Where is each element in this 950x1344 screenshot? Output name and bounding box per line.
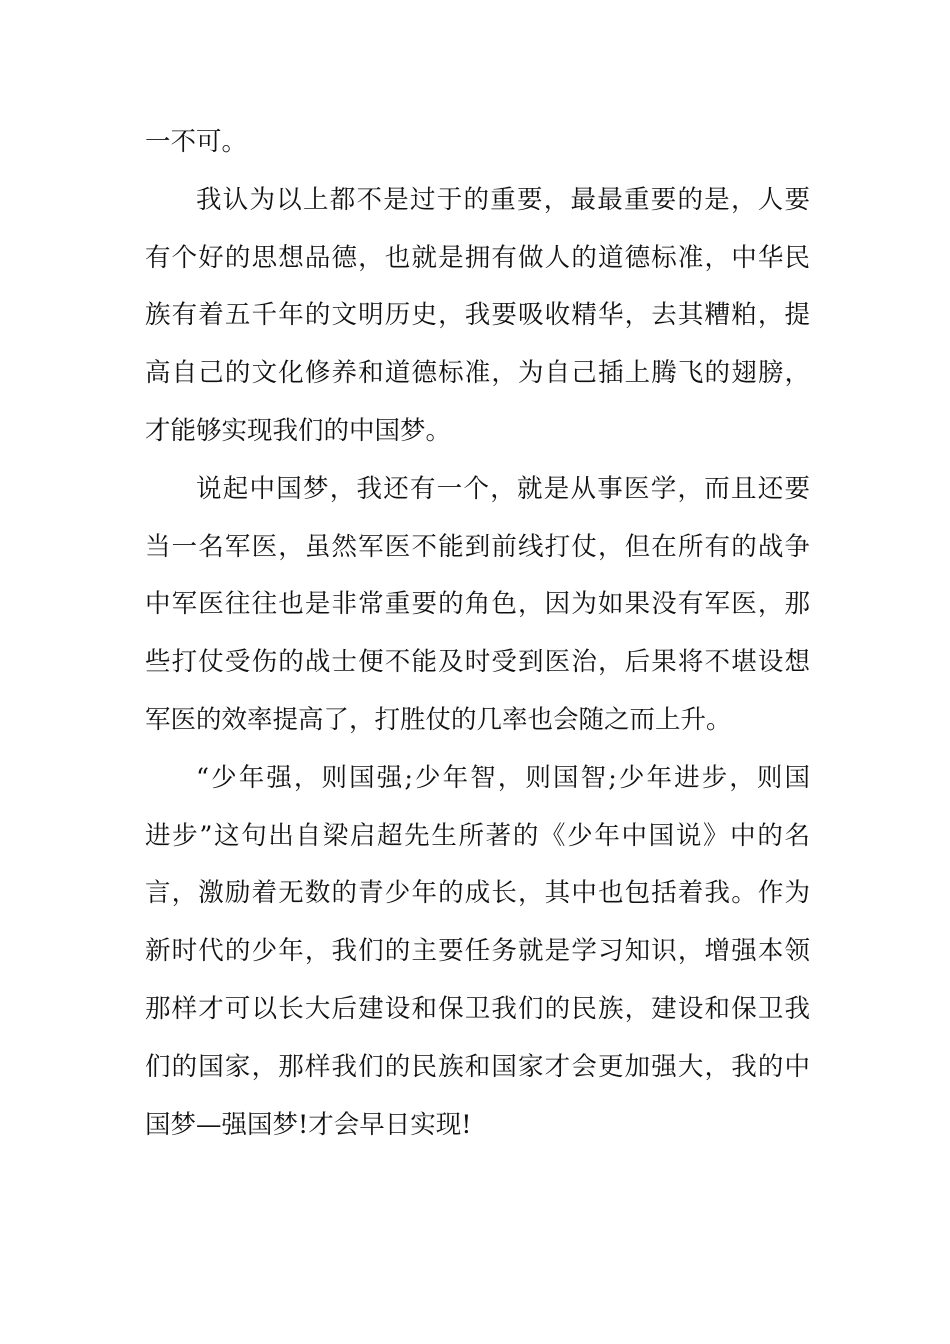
paragraph-1	[145, 114, 810, 172]
text-line: 国梦—强国梦!才会早日实现!	[145, 1109, 472, 1140]
paragraph-4	[145, 750, 810, 1155]
text-line: 我认为以上都不是过于的重要，最最重要的是，人要	[196, 184, 810, 215]
paragraph-2	[145, 172, 810, 461]
text-line: 新时代的少年，我们的主要任务就是学习知识，增强本领	[145, 936, 810, 967]
text-line: 当一名军医，虽然军医不能到前线打仗，但在所有的战争	[145, 531, 810, 562]
text-line: 那样才可以长大后建设和保卫我们的民族，建设和保卫我	[145, 993, 810, 1024]
text-line: 进步”这句出自梁启超先生所著的《少年中国说》中的名	[145, 820, 810, 851]
text-line: 些打仗受伤的战士便不能及时受到医治，后果将不堪设想	[145, 647, 810, 678]
text-line: 中军医往往也是非常重要的角色，因为如果没有军医，那	[145, 589, 810, 620]
text-line: 军医的效率提高了，打胜仗的几率也会随之而上升。	[145, 704, 732, 735]
document-body	[145, 114, 810, 1154]
text-line: 高自己的文化修养和道德标准，为自己插上腾飞的翅膀，	[145, 358, 810, 389]
text-line: 说起中国梦，我还有一个，就是从事医学，而且还要	[196, 473, 810, 504]
text-line: 言，激励着无数的青少年的成长，其中也包括着我。作为	[145, 878, 810, 909]
text-line: “少年强，则国强;少年智，则国智;少年进步，则国	[196, 762, 810, 793]
text-line: 有个好的思想品德，也就是拥有做人的道德标准，中华民	[145, 242, 810, 273]
text-line: 们的国家，那样我们的民族和国家才会更加强大，我的中	[145, 1051, 810, 1082]
text-line: 一不可。	[145, 127, 248, 157]
paragraph-3	[145, 461, 810, 750]
text-line: 才能够实现我们的中国梦。	[145, 415, 452, 446]
text-line: 族有着五千年的文明历史，我要吸收精华，去其糟粕，提	[145, 300, 810, 331]
